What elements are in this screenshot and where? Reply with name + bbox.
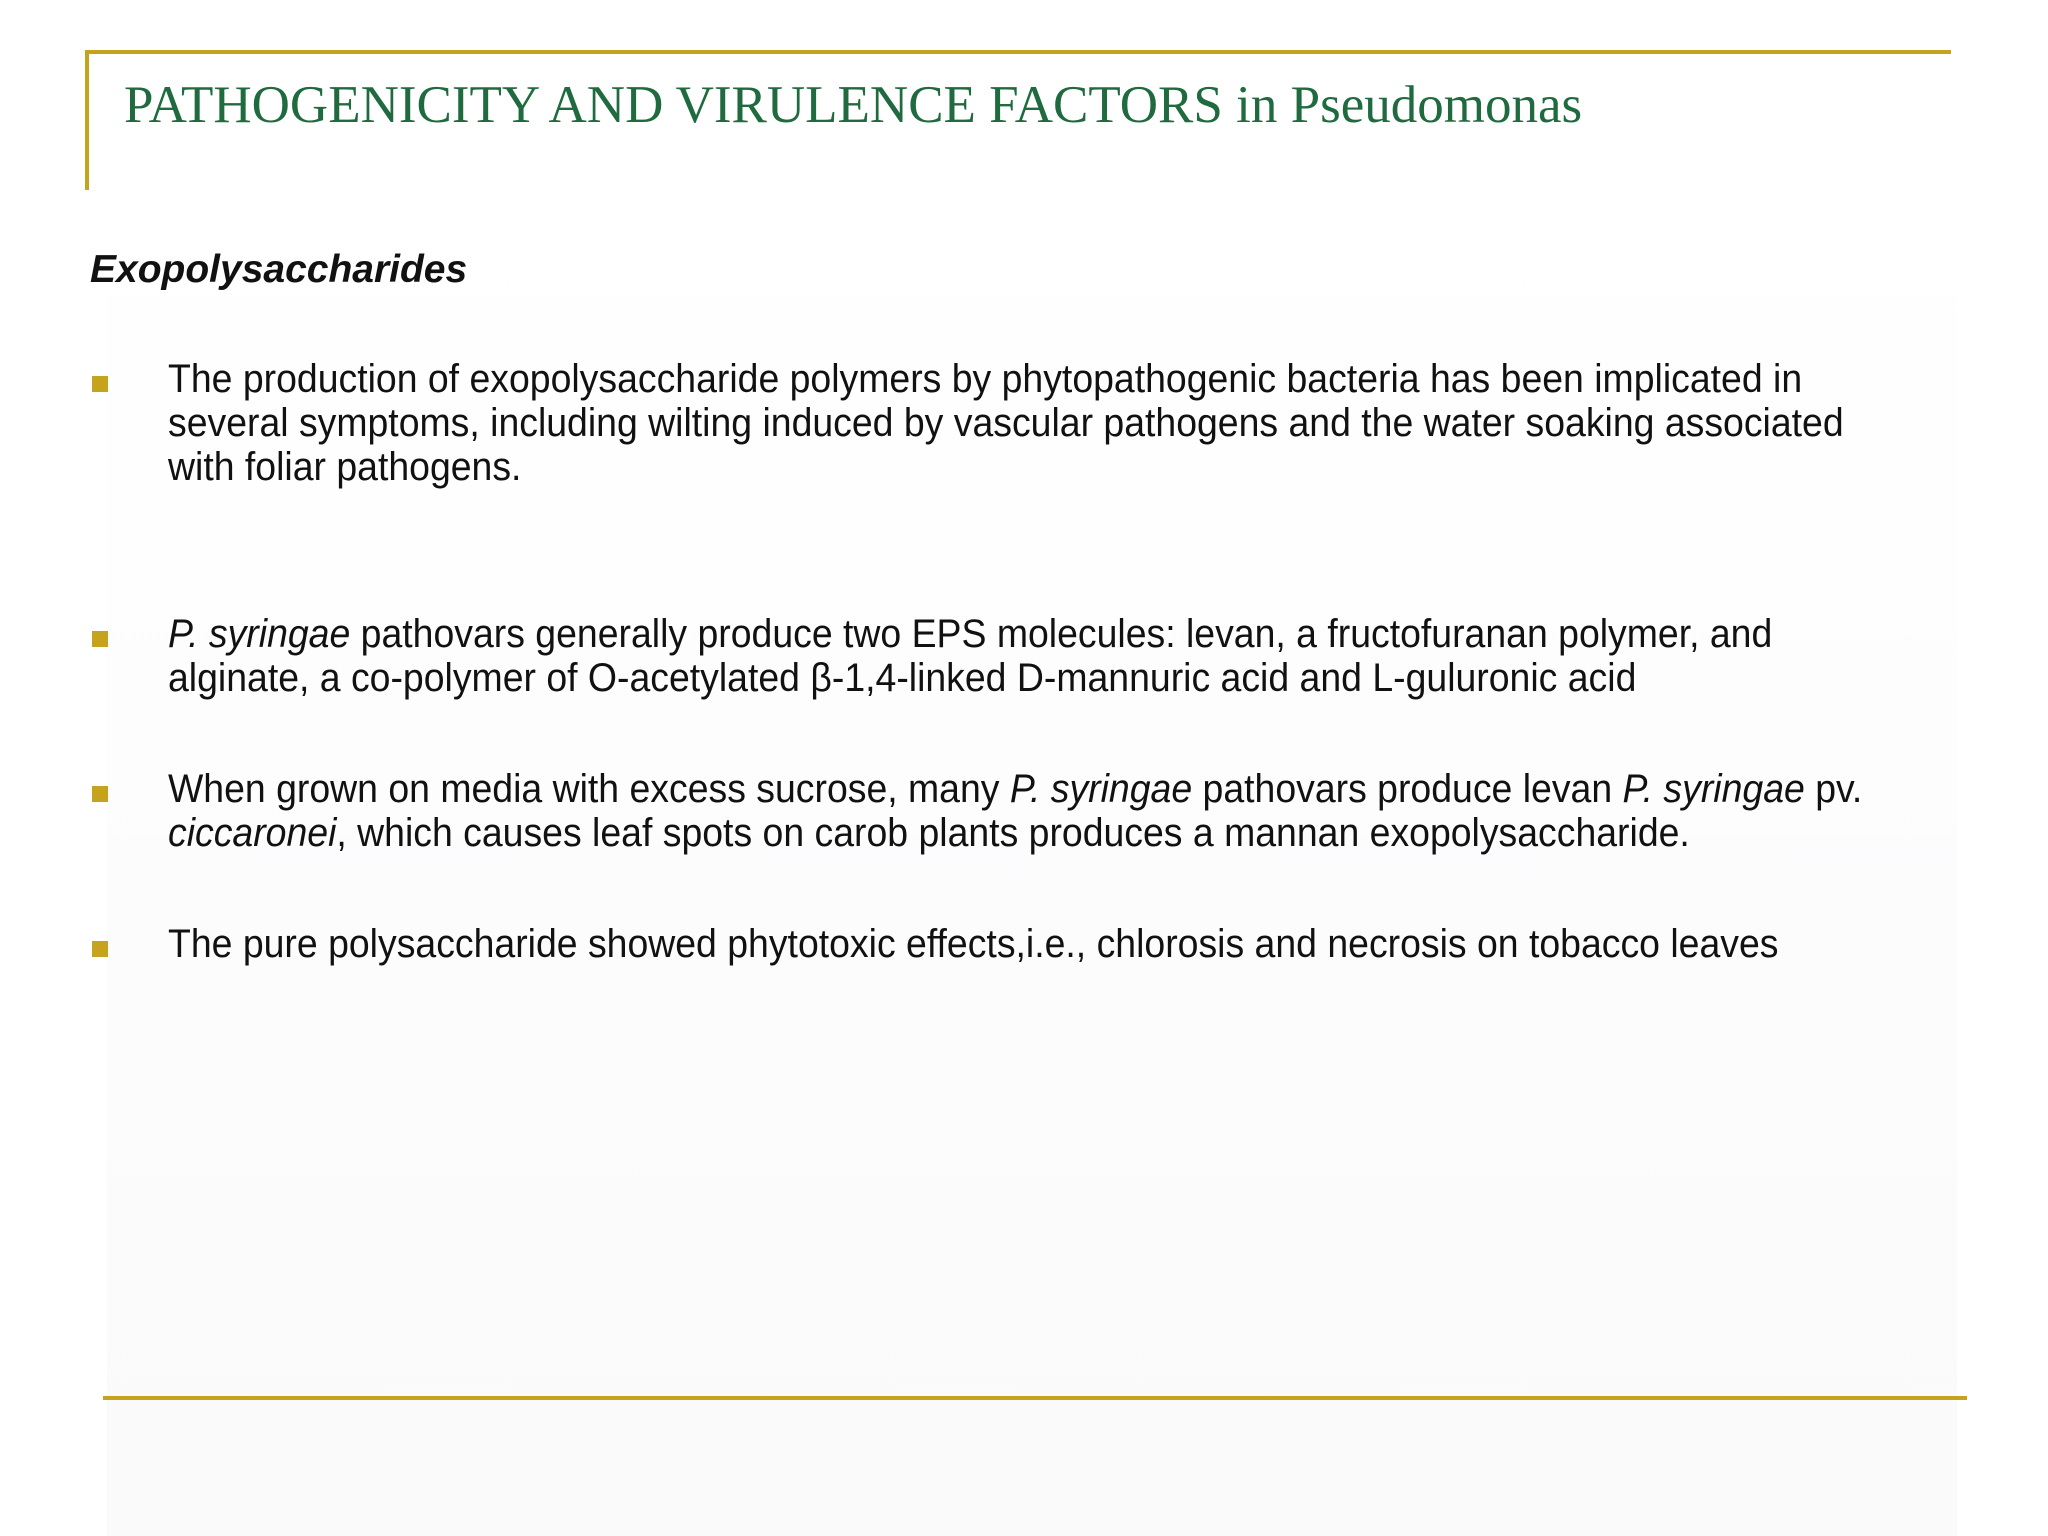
species-name: P. syringae: [1622, 767, 1805, 811]
footer-rule: [103, 1396, 1967, 1400]
bullet-text-run: pathovars produce levan: [1192, 767, 1623, 811]
bullet-text-run: , which causes leaf spots on carob plants produces a mannan exopolysaccharide.: [336, 811, 1690, 855]
bullet-text-run: The production of exopolysaccharide polymers by phytopathogenic bacteria has been implicated in several symptoms, including wilting induced by vascular pathogens and the water soaking associated with foliar pathogens.: [168, 357, 1844, 489]
bullet-text: [168, 357, 1907, 489]
title-rule-left: [85, 50, 89, 190]
title-rule-top: [85, 50, 1951, 54]
species-name: P. syringae: [1009, 767, 1193, 811]
species-name: P. syringae: [168, 612, 351, 656]
bullet-text-run: The pure polysaccharide showed phytotoxic effects,i.e., chlorosis and necrosis on tobacco leaves: [168, 922, 1779, 966]
bullet-text-run: pathovars generally produce two EPS molecules: levan, a fructofuranan polymer, and alginate, a co-polymer of O-acetylated β-1,4-linked D-mannuric acid and L-guluronic acid: [168, 612, 1773, 700]
square-bullet-icon: [92, 786, 108, 802]
bullet-text: [168, 612, 1907, 700]
slide-subtitle: Exopolysaccharides: [90, 248, 468, 291]
square-bullet-icon: [92, 376, 108, 392]
square-bullet-icon: [92, 631, 108, 647]
bullet-text-run: When grown on media with excess sucrose, many: [168, 767, 1010, 811]
bullet-text-run: pv.: [1804, 767, 1863, 811]
bullet-text: [168, 922, 1907, 966]
slide-title: PATHOGENICITY AND VIRULENCE FACTORS in Pseudomonas: [124, 76, 1583, 134]
square-bullet-icon: [92, 941, 108, 957]
pathovar-name: ciccaronei: [168, 811, 337, 855]
bullet-text: [168, 767, 1907, 855]
